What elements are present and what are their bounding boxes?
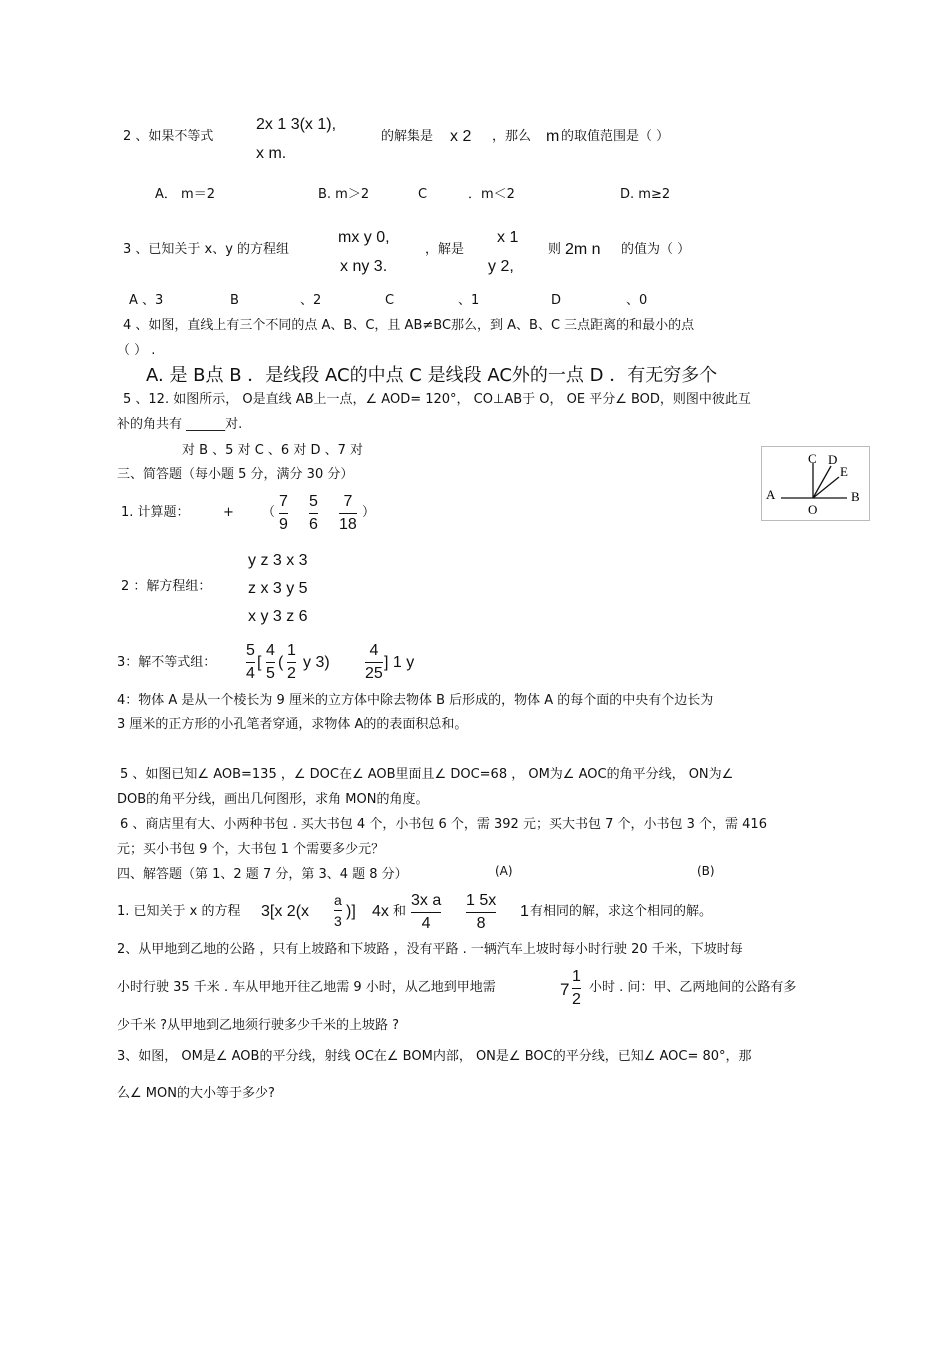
s4-p2-line3: 少千米 ?从甲地到乙地须行驶多少千米的上坡路 ? — [117, 1018, 400, 1033]
label-b-marker: (B) — [697, 864, 715, 878]
angle-figure — [761, 446, 871, 522]
s4-p3-line2: 么∠ MON的大小等于多少? — [117, 1086, 275, 1101]
q3-then: 则 — [548, 242, 562, 257]
q2-option-d: D. m≥2 — [620, 187, 671, 202]
denominator: 9 — [279, 516, 288, 533]
numerator: 3x a — [411, 892, 442, 909]
s3-p3-bracket-open: [ — [257, 654, 262, 671]
s3-p5-line2: DOB的角平分线，画出几何图形，求角 MON的角度。 — [117, 792, 429, 807]
q5-line2: 补的角共有 ______对. — [117, 417, 243, 432]
q3-system-line1: mx y 0, — [338, 229, 390, 246]
q5-options: 对 B 、5 对 C 、6 对 D 、7 对 — [182, 443, 364, 458]
s3-p5-line1: 5 、如图已知∠ AOB=135 ，∠ DOC在∠ AOB里面且∠ DOC=68 ， OM为∠ AOC的角平分线， ON为∠ — [120, 767, 734, 782]
q2-mid: 的解集是 — [381, 129, 434, 144]
label-b: B — [851, 489, 860, 504]
section4-title: 四、解答题（第 1、2 题 7 分，第 3、4 题 8 分） — [117, 867, 408, 882]
s3-p3-frac3 — [287, 643, 296, 682]
label-e: E — [840, 464, 848, 479]
denominator: 4 — [246, 665, 255, 682]
denominator: 4 — [421, 915, 431, 932]
q3-tail: 的值为（ ） — [621, 242, 691, 257]
s4-p1-expr1: 3[x 2(x — [261, 903, 310, 920]
s3-p3-frac1 — [246, 643, 255, 682]
q3-option-a: A 、3 — [129, 293, 164, 308]
s3-p6-line2: 元；买小书包 9 个，大书包 1 个需要多少元？ — [117, 842, 385, 857]
s3-p3-paren-open: ( — [278, 654, 284, 671]
q4-options: A. 是 B点 B ．是线段 AC的中点 C 是线段 AC外的一点 D ．有无穷多个 — [146, 365, 718, 386]
s4-p1-frac1 — [411, 893, 441, 932]
numerator: 5 — [309, 493, 318, 510]
s4-p1-frac-a — [334, 893, 342, 928]
s4-p1-tail: 有相同的解，求这个相同的解。 — [530, 904, 713, 919]
denominator: 5 — [266, 665, 275, 682]
denominator: 18 — [339, 516, 357, 533]
numerator: 7 — [343, 493, 353, 510]
s3-p2-row2: z x 3 y 5 — [248, 580, 308, 597]
ray-od — [813, 466, 831, 498]
denominator: 2 — [572, 991, 581, 1008]
s4-p2-line2a: 小时行驶 35 千米 . 车从甲地开往乙地需 9 小时，从乙地到甲地需 — [117, 980, 496, 995]
q3-lead: 3 、已知关于 x、y 的方程组 — [123, 242, 290, 257]
s4-p1-frac2 — [466, 893, 496, 932]
s4-p2-frac — [572, 969, 581, 1008]
s3-p1-open: （ — [262, 505, 276, 520]
q2-solution: x 2 — [450, 128, 472, 145]
q3-system-line2: x ny 3. — [340, 258, 388, 275]
s3-p1-frac3 — [339, 494, 357, 533]
denominator: 2 — [287, 665, 296, 682]
s3-p6-line1: 6 、商店里有大、小两种书包 . 买大书包 4 个，小书包 6 个，需 392 元；买大书包 7 个，小书包 3 个，需 416 — [120, 817, 767, 832]
s4-p1-expr3: 4x — [372, 903, 389, 920]
ray-oe — [813, 477, 839, 498]
s3-p3-y: y 3) — [303, 654, 330, 671]
numerator: 5 — [246, 642, 255, 659]
s3-p2-row1: y z 3 x 3 — [248, 552, 308, 569]
s3-p3-frac4 — [365, 643, 383, 682]
denominator: 3 — [334, 913, 342, 929]
q2-option-b: B. m＞2 — [318, 187, 370, 202]
q2-system-line2: x m. — [256, 145, 287, 162]
s3-p1-lead: 1. 计算题： — [121, 505, 190, 520]
s4-p1-expr2: )] — [346, 903, 356, 920]
numerator: 1 — [287, 642, 296, 659]
s3-p2-lead: 2 ：解方程组： — [121, 579, 212, 594]
s4-p1-expr4: 1 — [520, 903, 529, 920]
q3-option-c: C — [385, 293, 395, 308]
s3-p3-frac2 — [266, 643, 275, 682]
q4-line2: （ ） . — [117, 343, 156, 358]
s3-p2-row3: x y 3 z 6 — [248, 608, 308, 625]
s3-p4-line2: 3 厘米的正方形的小孔笔者穿通，求物体 A的的表面积总和。 — [117, 717, 468, 732]
q3-option-b: B — [230, 293, 239, 308]
s4-p2-line2b: 小时 . 问：甲、乙两地间的公路有多 — [589, 980, 797, 995]
numerator: 4 — [266, 642, 275, 659]
numerator: 7 — [279, 493, 288, 510]
s3-p1-frac1 — [279, 494, 288, 533]
s3-p4-line1: 4：物体 A 是从一个棱长为 9 厘米的立方体中除去物体 B 后形成的，物体 A 的每个面的中央有个边长为 — [117, 693, 714, 708]
s4-p2-line1: 2、从甲地到乙地的公路 ，只有上坡路和下坡路 ，没有平路 . 一辆汽车上坡时每小时行驶 20 千米，下坡时每 — [117, 942, 743, 957]
label-c: C — [808, 451, 817, 466]
s3-p3-tail: ] 1 y — [384, 654, 415, 671]
s3-p1-frac2 — [309, 494, 318, 533]
q3-option-d: D — [551, 293, 562, 308]
q2-tail: ，那么 — [492, 129, 532, 144]
denominator: 25 — [365, 665, 383, 682]
q5-line1: 5 、12. 如图所示， O是直线 AB上一点，∠ AOD= 120°， CO⊥AB于 O， OE 平分∠ BOD，则图中彼此互 — [123, 392, 751, 407]
denominator: 6 — [309, 516, 318, 533]
s4-p1-and: 和 — [393, 904, 407, 919]
numerator: 1 5x — [466, 892, 497, 909]
s4-p2-whole: 7 — [560, 980, 570, 999]
q3-option-b-text: 、2 — [300, 293, 322, 308]
q4-line1: 4 、如图，直线上有三个不同的点 A、B、C，且 AB≠BC那么，到 A、B、C 三点距离的和最小的点 — [123, 318, 695, 333]
q3-mid: ，解是 — [425, 242, 465, 257]
s4-p3-line1: 3、如图， OM是∠ AOB的平分线，射线 OC在∠ BOM内部， ON是∠ BOC的平分线，已知∠ AOC= 80°，那 — [117, 1049, 752, 1064]
s3-p1-plus: + — [223, 505, 234, 520]
q3-solution-line1: x 1 — [497, 229, 519, 246]
label-a: A — [766, 487, 776, 502]
s4-p1-lead: 1. 已知关于 x 的方程 — [117, 904, 241, 919]
q2-m: m — [546, 128, 560, 145]
label-a-marker: (A) — [495, 864, 513, 878]
q3-expression: 2m n — [565, 241, 601, 258]
numerator: 4 — [369, 642, 379, 659]
q3-solution-line2: y 2, — [488, 258, 514, 275]
q2-option-c-text: ．m＜2 — [468, 187, 515, 202]
q3-option-c-text: 、1 — [458, 293, 480, 308]
q2-tail2: 的取值范围是（ ） — [561, 129, 670, 144]
label-o: O — [808, 502, 818, 517]
section3-title: 三、简答题（每小题 5 分，满分 30 分） — [117, 467, 354, 482]
s3-p1-close: ） — [362, 505, 376, 520]
denominator: 8 — [476, 915, 486, 932]
q2-lead: 2 、如果不等式 — [123, 129, 214, 144]
q2-option-c: C — [418, 187, 428, 202]
s3-p3-lead: 3：解不等式组： — [117, 655, 217, 670]
q3-option-d-text: 、0 — [626, 293, 648, 308]
numerator: a — [334, 892, 342, 908]
label-d: D — [828, 452, 838, 467]
q2-system-line1: 2x 1 3(x 1), — [256, 116, 337, 133]
numerator: 1 — [572, 968, 581, 985]
q2-option-a: A． m＝2 — [155, 187, 215, 202]
